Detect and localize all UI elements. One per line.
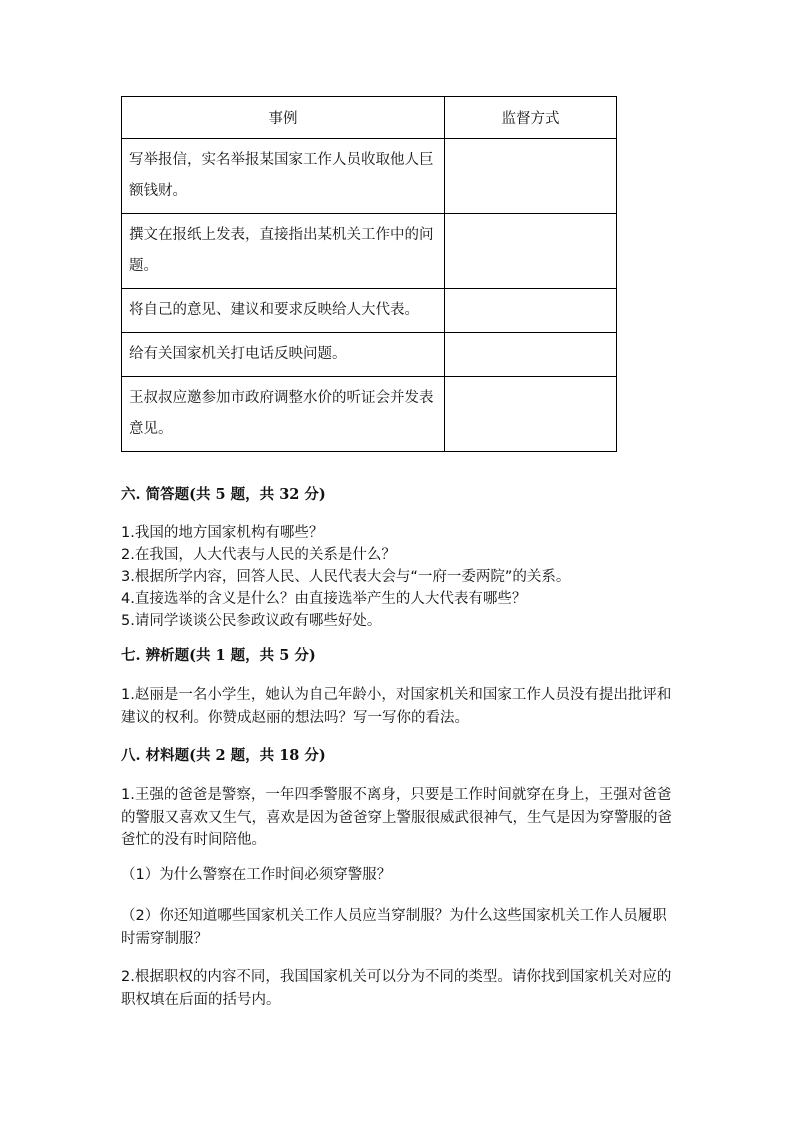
supervision-table-container: [121, 96, 616, 452]
case-cell: 将自己的意见、建议和要求反映给人大代表。: [122, 289, 445, 333]
table-row: [122, 333, 617, 377]
section-material: [121, 745, 681, 767]
question-item: 2.根据职权的内容不同，我国国家机关可以分为不同的类型。请你找到国家机关对应的职权填在后面的括号内。: [121, 969, 672, 1008]
table-header-row: [122, 97, 617, 139]
question-item: 1.赵丽是一名小学生，她认为自己年龄小，对国家机关和国家工作人员没有提出批评和建议的权利。你赞成赵丽的想法吗？写一写你的看法。: [121, 687, 672, 726]
method-answer-cell[interactable]: [445, 377, 617, 452]
analysis-questions: [121, 684, 681, 729]
question-item: 4.直接选举的含义是什么？由直接选举产生的人大代表有哪些？: [121, 591, 527, 607]
material-question-1: [121, 784, 681, 852]
case-cell: 撰文在报纸上发表，直接指出某机关工作中的问题。: [122, 214, 445, 289]
question-item: 1.王强的爸爸是警察，一年四季警服不离身，只要是工作时间就穿在身上，王强对爸爸的警服又喜欢又生气，喜欢是因为爸爸穿上警服很威武很神气，生气是因为穿警服的爸爸忙的没有时间陪他。: [121, 787, 672, 848]
header-method: 监督方式: [445, 97, 617, 139]
case-cell: 写举报信，实名举报某国家工作人员收取他人巨额钱财。: [122, 139, 445, 214]
section-short-answer: [121, 484, 681, 506]
table-row: [122, 139, 617, 214]
material-question-2: [121, 966, 681, 1011]
question-item: 5.请同学谈谈公民参政议政有哪些好处。: [121, 613, 382, 629]
sub-question: （2）你还知道哪些国家机关工作人员应当穿制服？为什么这些国家机关工作人员履职时需穿制服？: [121, 908, 667, 947]
supervision-table: [121, 96, 617, 452]
section-analysis: [121, 645, 681, 667]
method-answer-cell[interactable]: [445, 289, 617, 333]
header-case: 事例: [122, 97, 445, 139]
question-item: 2.在我国，人大代表与人民的关系是什么？: [121, 547, 396, 563]
section-title: 八. 材料题(共 2 题，共 18 分): [121, 747, 326, 764]
method-answer-cell[interactable]: [445, 139, 617, 214]
question-item: 3.根据所学内容，回答人民、人民代表大会与“一府一委两院”的关系。: [121, 569, 571, 585]
section-title: 七. 辨析题(共 1 题，共 5 分): [121, 647, 316, 664]
table-row: [122, 289, 617, 333]
case-cell: 王叔叔应邀参加市政府调整水价的听证会并发表意见。: [122, 377, 445, 452]
case-cell: 给有关国家机关打电话反映问题。: [122, 333, 445, 377]
method-answer-cell[interactable]: [445, 333, 617, 377]
table-row: [122, 214, 617, 289]
section-title: 六. 简答题(共 5 题，共 32 分): [121, 486, 326, 503]
sub-question: （1）为什么警察在工作时间必须穿警服？: [121, 867, 392, 883]
question-item: 1.我国的地方国家机构有哪些？: [121, 525, 324, 541]
table-row: [122, 377, 617, 452]
material-question-1-sub1: [121, 864, 681, 887]
material-question-1-sub2: [121, 905, 681, 950]
method-answer-cell[interactable]: [445, 214, 617, 289]
short-answer-questions: [121, 522, 681, 632]
